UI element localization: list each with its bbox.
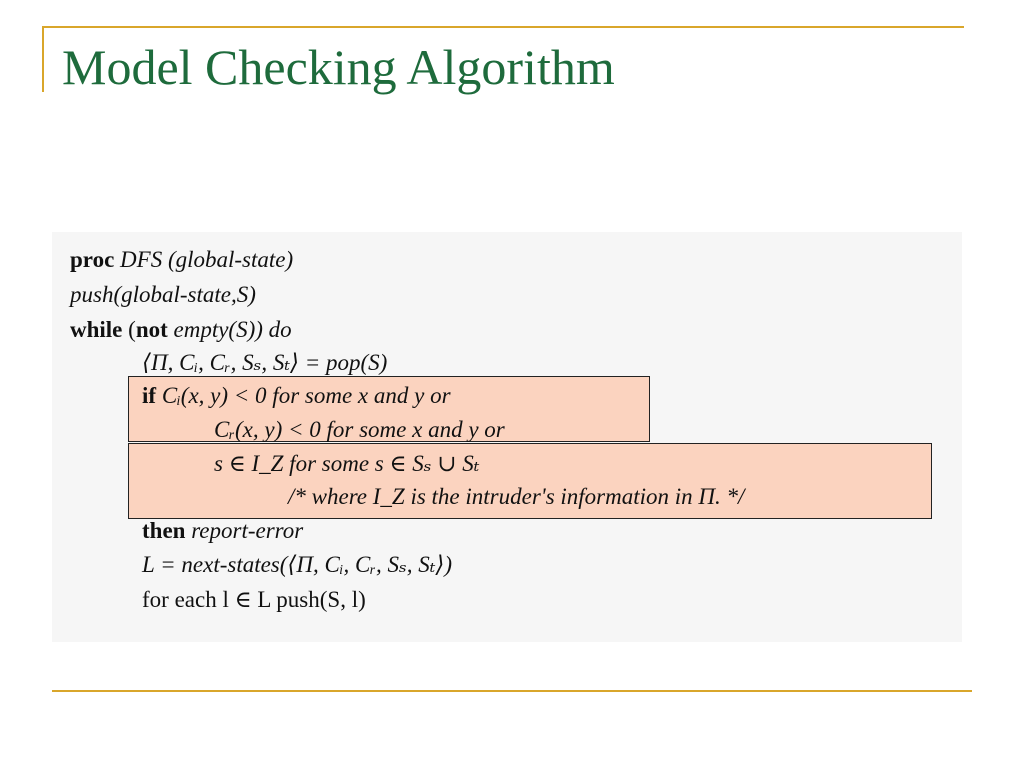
bottom-rule xyxy=(52,690,972,692)
algo-line-1: proc DFS (global-state) xyxy=(70,247,294,272)
algo-line-7: s ∈ I_Z for some s ∈ Sₛ ∪ Sₜ xyxy=(214,451,480,476)
algo-line-6: Cᵣ(x, y) < 0 for some x and y or xyxy=(214,417,505,442)
algo-line-11: for each l ∈ L push(S, l) xyxy=(142,587,366,612)
title-accent-bar xyxy=(42,26,44,92)
algo-line-9: then report-error xyxy=(142,518,304,543)
algo-line-3: while (not empty(S)) do xyxy=(70,317,292,342)
top-rule xyxy=(42,26,964,28)
algo-line-10: L = next-states(⟨Π, Cᵢ, Cᵣ, Sₛ, Sₜ⟩) xyxy=(142,552,453,577)
algo-line-4: ⟨Π, Cᵢ, Cᵣ, Sₛ, Sₜ⟩ = pop(S) xyxy=(142,350,388,375)
slide-title: Model Checking Algorithm xyxy=(62,39,615,95)
algo-line-5: if Cᵢ(x, y) < 0 for some x and y or xyxy=(142,383,451,408)
algorithm-panel xyxy=(52,232,962,642)
algo-line-2: push(global-state,S) xyxy=(70,282,256,307)
algo-line-8: /* where I_Z is the intruder's information in Π. */ xyxy=(288,484,745,509)
